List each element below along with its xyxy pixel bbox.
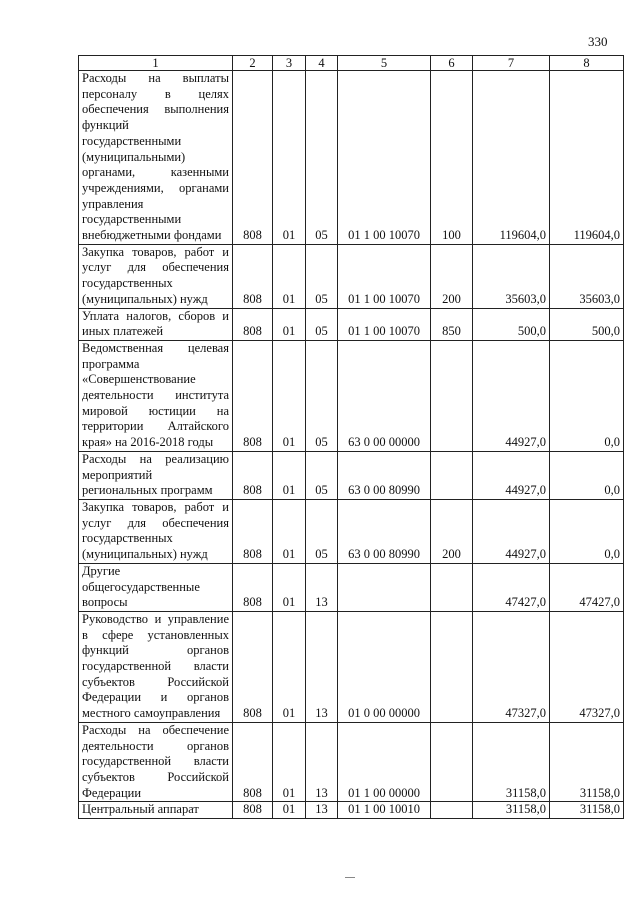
amount-2: 47327,0 <box>550 611 624 722</box>
row-description: Другие общегосударственные вопросы <box>79 563 233 611</box>
section-code: 01 <box>273 563 306 611</box>
subsection-code: 05 <box>306 308 338 340</box>
amount-2: 31158,0 <box>550 802 624 819</box>
section-code: 01 <box>273 499 306 563</box>
column-header: 2 <box>233 56 273 71</box>
row-description: Уплата налогов, сборов и иных платежей <box>79 308 233 340</box>
header-row <box>79 56 624 71</box>
target-article-code: 01 1 00 00000 <box>338 722 431 802</box>
table-row <box>79 451 624 499</box>
column-header: 3 <box>273 56 306 71</box>
target-article-code: 01 1 00 10010 <box>338 802 431 819</box>
subsection-code: 05 <box>306 244 338 308</box>
amount-2: 0,0 <box>550 451 624 499</box>
amount-1: 500,0 <box>473 308 550 340</box>
table-row <box>79 308 624 340</box>
row-description: Закупка товаров, работ и услуг для обеспечения государственных (муниципальных) нужд <box>79 244 233 308</box>
target-article-code: 01 1 00 10070 <box>338 71 431 245</box>
expense-type-code: 850 <box>431 308 473 340</box>
amount-2: 500,0 <box>550 308 624 340</box>
section-code: 01 <box>273 244 306 308</box>
subsection-code: 13 <box>306 563 338 611</box>
table-row <box>79 244 624 308</box>
section-code: 01 <box>273 611 306 722</box>
ministry-code: 808 <box>233 340 273 451</box>
ministry-code: 808 <box>233 722 273 802</box>
expense-type-code: 200 <box>431 244 473 308</box>
target-article-code: 63 0 00 80990 <box>338 499 431 563</box>
section-code: 01 <box>273 308 306 340</box>
subsection-code: 05 <box>306 499 338 563</box>
expense-type-code <box>431 722 473 802</box>
ministry-code: 808 <box>233 451 273 499</box>
row-description: Центральный аппарат <box>79 802 233 819</box>
ministry-code: 808 <box>233 71 273 245</box>
ministry-code: 808 <box>233 802 273 819</box>
amount-1: 31158,0 <box>473 722 550 802</box>
section-code: 01 <box>273 71 306 245</box>
row-description: Расходы на обеспечение деятельности органов государственной власти субъектов Российской Федерации <box>79 722 233 802</box>
column-header: 1 <box>79 56 233 71</box>
table-row <box>79 563 624 611</box>
subsection-code: 13 <box>306 611 338 722</box>
amount-1: 31158,0 <box>473 802 550 819</box>
amount-2: 35603,0 <box>550 244 624 308</box>
amount-2: 119604,0 <box>550 71 624 245</box>
expense-type-code: 200 <box>431 499 473 563</box>
amount-2: 0,0 <box>550 340 624 451</box>
subsection-code: 13 <box>306 802 338 819</box>
row-description: Руководство и управление в сфере установленных функций органов государственной власти субъектов Российской Федерации и органов местного самоуправления <box>79 611 233 722</box>
expense-type-code <box>431 802 473 819</box>
section-code: 01 <box>273 722 306 802</box>
target-article-code: 01 1 00 10070 <box>338 244 431 308</box>
column-header: 8 <box>550 56 624 71</box>
amount-1: 44927,0 <box>473 340 550 451</box>
section-code: 01 <box>273 802 306 819</box>
page-number: 330 <box>588 34 608 49</box>
ministry-code: 808 <box>233 611 273 722</box>
target-article-code: 01 1 00 10070 <box>338 308 431 340</box>
expense-type-code <box>431 451 473 499</box>
target-article-code <box>338 563 431 611</box>
table-row <box>79 499 624 563</box>
row-description: Ведомственная целевая программа «Совершенствование деятельности института мировой юстиции на территории Алтайского края» на 2016-2018 годы <box>79 340 233 451</box>
expense-type-code <box>431 563 473 611</box>
amount-2: 0,0 <box>550 499 624 563</box>
table-row <box>79 340 624 451</box>
subsection-code: 13 <box>306 722 338 802</box>
amount-1: 44927,0 <box>473 499 550 563</box>
ministry-code: 808 <box>233 563 273 611</box>
expense-type-code: 100 <box>431 71 473 245</box>
scan-mark <box>345 877 355 878</box>
subsection-code: 05 <box>306 71 338 245</box>
target-article-code: 01 0 00 00000 <box>338 611 431 722</box>
amount-1: 47427,0 <box>473 563 550 611</box>
ministry-code: 808 <box>233 499 273 563</box>
row-description: Расходы на реализацию мероприятий региональных программ <box>79 451 233 499</box>
budget-table <box>78 55 624 819</box>
table-row <box>79 802 624 819</box>
subsection-code: 05 <box>306 451 338 499</box>
target-article-code: 63 0 00 00000 <box>338 340 431 451</box>
column-header: 6 <box>431 56 473 71</box>
ministry-code: 808 <box>233 308 273 340</box>
column-header: 4 <box>306 56 338 71</box>
column-header: 7 <box>473 56 550 71</box>
expense-type-code <box>431 611 473 722</box>
target-article-code: 63 0 00 80990 <box>338 451 431 499</box>
section-code: 01 <box>273 340 306 451</box>
column-header: 5 <box>338 56 431 71</box>
subsection-code: 05 <box>306 340 338 451</box>
expense-type-code <box>431 340 473 451</box>
row-description: Расходы на выплаты персоналу в целях обеспечения выполнения функций государственными (муниципальными) органами, казенными учреждениями, органами управления государственными внебюджетными фондами <box>79 71 233 245</box>
table-row <box>79 71 624 245</box>
table-row <box>79 611 624 722</box>
section-code: 01 <box>273 451 306 499</box>
amount-1: 119604,0 <box>473 71 550 245</box>
amount-2: 31158,0 <box>550 722 624 802</box>
amount-2: 47427,0 <box>550 563 624 611</box>
amount-1: 47327,0 <box>473 611 550 722</box>
row-description: Закупка товаров, работ и услуг для обеспечения государственных (муниципальных) нужд <box>79 499 233 563</box>
amount-1: 35603,0 <box>473 244 550 308</box>
ministry-code: 808 <box>233 244 273 308</box>
table-row <box>79 722 624 802</box>
amount-1: 44927,0 <box>473 451 550 499</box>
